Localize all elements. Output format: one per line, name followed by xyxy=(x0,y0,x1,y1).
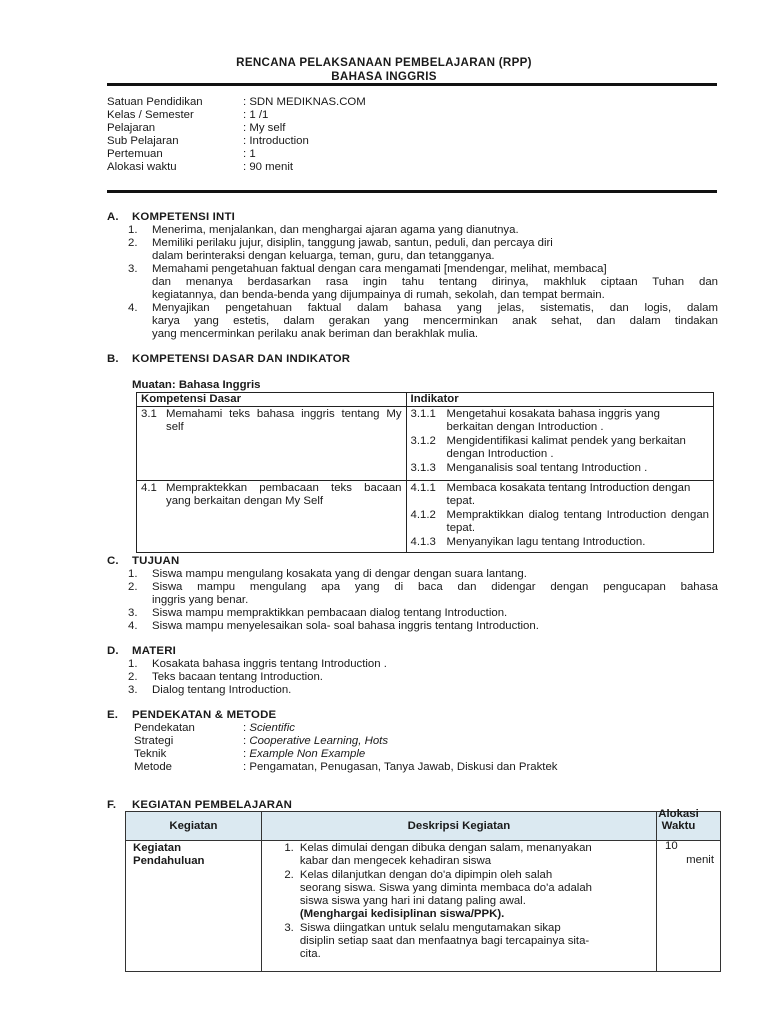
kegiatan-table xyxy=(125,808,721,972)
alokasi-cell: 10 menit xyxy=(657,841,721,972)
list-item: 1. Menerima, menjalankan, dan menghargai ajaran agama yang dianutnya. xyxy=(128,224,519,236)
indicator-item: 4.1.2 Mempraktikkan dialog tentang Introduction dengan tepat. xyxy=(410,509,709,534)
section-letter: B. xyxy=(107,353,119,365)
section-letter: C. xyxy=(107,555,119,567)
kd-cell: 4.1 Mempraktekkan pembacaan teks bacaan yang berkaitan dengan My Self xyxy=(141,482,402,507)
section-title: KEGIATAN PEMBELAJARAN xyxy=(132,799,293,811)
section-letter: F. xyxy=(107,799,117,811)
meta-label: Sub Pelajaran xyxy=(107,135,179,147)
metode-label: Metode xyxy=(134,761,172,773)
meta-value: : 1 xyxy=(243,148,256,160)
indicator-item: 3.1.2 Mengidentifikasi kalimat pendek yang berkaitan dengan Introduction . xyxy=(410,435,686,460)
section-letter: D. xyxy=(107,645,119,657)
column-header: Alokasi Waktu xyxy=(657,812,721,841)
meta-label: Pelajaran xyxy=(107,122,156,134)
list-item: 1. Kosakata bahasa inggris tentang Introduction . xyxy=(128,658,387,670)
list-item: 4. Siswa mampu menyelesaikan sola- soal bahasa inggris tentang Introduction. xyxy=(128,620,539,632)
document-subtitle: BAHASA INGGRIS xyxy=(331,70,437,83)
meta-value: : 90 menit xyxy=(243,161,294,173)
section-e-heading xyxy=(107,709,276,722)
column-header: Kompetensi Dasar xyxy=(137,393,407,407)
column-header: Kegiatan xyxy=(126,812,262,841)
indicator-item: 4.1.1 Membaca kosakata tentang Introduction dengan tepat. xyxy=(410,482,691,507)
kompetensi-dasar-table xyxy=(136,392,714,553)
list-item: 2. Teks bacaan tentang Introduction. xyxy=(128,671,323,683)
meta-value: : SDN MEDIKNAS.COM xyxy=(243,96,366,108)
metode-label: Teknik xyxy=(134,748,167,760)
section-letter: A. xyxy=(107,211,119,223)
tujuan-list xyxy=(128,568,718,633)
list-item: 3. Siswa mampu mempraktikkan pembacaan dialog tentang Introduction. xyxy=(128,607,508,619)
section-title: KOMPETENSI DASAR DAN INDIKATOR xyxy=(132,353,351,365)
metode-value: : Example Non Example xyxy=(243,748,366,760)
kd-cell: 3.1 Memahami teks bahasa inggris tentang My self xyxy=(141,408,402,433)
section-title: PENDEKATAN & METODE xyxy=(132,709,277,721)
table-header-row xyxy=(126,812,721,841)
section-title: TUJUAN xyxy=(132,555,180,567)
list-item: 1. Kelas dimulai dengan dibuka dengan salam, menanyakan kabar dan mengecek kehadiran siswa xyxy=(284,842,592,867)
list-item: 2. Memiliki perilaku jujur, disiplin, tanggung jawab, santun, peduli, dan percaya diri dalam berinteraksi dengan keluarga, teman, guru, dan tetangganya. xyxy=(128,237,553,262)
kegiatan-cell: Kegiatan Pendahuluan xyxy=(126,841,262,972)
metode-label: Strategi xyxy=(134,735,174,747)
meta-label: Kelas / Semester xyxy=(107,109,194,121)
column-header: Deskripsi Kegiatan xyxy=(261,812,656,841)
meta-label: Alokasi waktu xyxy=(107,161,177,173)
table-row xyxy=(137,481,714,553)
list-item: 3. Dialog tentang Introduction. xyxy=(128,684,292,696)
document-title: RENCANA PELAKSANAAN PEMBELAJARAN (RPP) xyxy=(236,56,532,69)
materi-list xyxy=(128,658,718,697)
section-title: MATERI xyxy=(132,645,177,657)
list-item: 1. Siswa mampu mengulang kosakata yang di dengar dengan suara lantang. xyxy=(128,568,527,580)
meta-value: : Introduction xyxy=(243,135,309,147)
table-row xyxy=(126,841,721,972)
section-c-heading xyxy=(107,555,179,568)
table-row xyxy=(137,407,714,481)
list-item: 2. Kelas dilanjutkan dengan do'a dipimpin oleh salah seorang siswa. Siswa yang diminta membaca do'a adalah siswa siswa yang hari ini datang paling awal. (Menghargai kedisiplinan siswa/PPK). xyxy=(284,869,593,920)
meta-value: : 1 /1 xyxy=(243,109,269,121)
meta-label: Pertemuan xyxy=(107,148,163,160)
list-item: 4. Menyajikan pengetahuan faktual dalam bahasa yang jelas, sistematis, dan logis, dalam karya yang estetis, dalam gerakan yang mencerminkan anak sehat, dan dalam tindakan yang mencerminkan perilaku anak beriman dan berakhlak mulia. xyxy=(128,302,718,340)
list-item: 3. Siswa diingatkan untuk selalu mengutamakan sikap disiplin setiap saat dan menfaatnya bagi tercapainya sita- cita. xyxy=(284,922,590,960)
section-a-heading xyxy=(107,211,235,224)
indicator-item: 4.1.3 Menyanyikan lagu tentang Introduction. xyxy=(410,536,646,548)
metode-value: : Pengamatan, Penugasan, Tanya Jawab, Diskusi dan Praktek xyxy=(243,761,558,773)
kompetensi-inti-list xyxy=(128,224,718,341)
section-b-heading xyxy=(107,353,350,366)
metode-value: : Scientific xyxy=(243,722,295,734)
indicator-item: 3.1.3 Menganalisis soal tentang Introduction . xyxy=(410,462,648,474)
header-divider xyxy=(107,83,717,86)
section-letter: E. xyxy=(107,709,119,721)
column-header: Indikator xyxy=(406,393,713,407)
meta-value: : My self xyxy=(243,122,286,134)
metode-label: Pendekatan xyxy=(134,722,195,734)
deskripsi-cell xyxy=(261,841,656,972)
indicator-item: 3.1.1 Mengetahui kosakata bahasa inggris yang berkaitan dengan Introduction . xyxy=(410,408,660,433)
section-d-heading xyxy=(107,645,176,658)
section-title: KOMPETENSI INTI xyxy=(132,211,235,223)
table-header-row xyxy=(137,393,714,407)
list-item: 3. Memahami pengetahuan faktual dengan cara mengamati [mendengar, melihat, membaca] dan menanya berdasarkan rasa ingin tahu tentang dirinya, makhluk ciptaan Tuhan dan kegiatannya, dan benda-benda yang dijumpainya di rumah, sekolah, dan tempat bermain. xyxy=(128,263,718,301)
muatan-label: Muatan: Bahasa Inggris xyxy=(132,379,261,391)
meta-divider xyxy=(107,190,717,193)
metode-value: : Cooperative Learning, Hots xyxy=(243,735,389,747)
list-item: 2. Siswa mampu mengulang apa yang di baca dan didengar dengan pengucapan bahasa inggris yang benar. xyxy=(128,581,718,606)
meta-label: Satuan Pendidikan xyxy=(107,96,203,108)
